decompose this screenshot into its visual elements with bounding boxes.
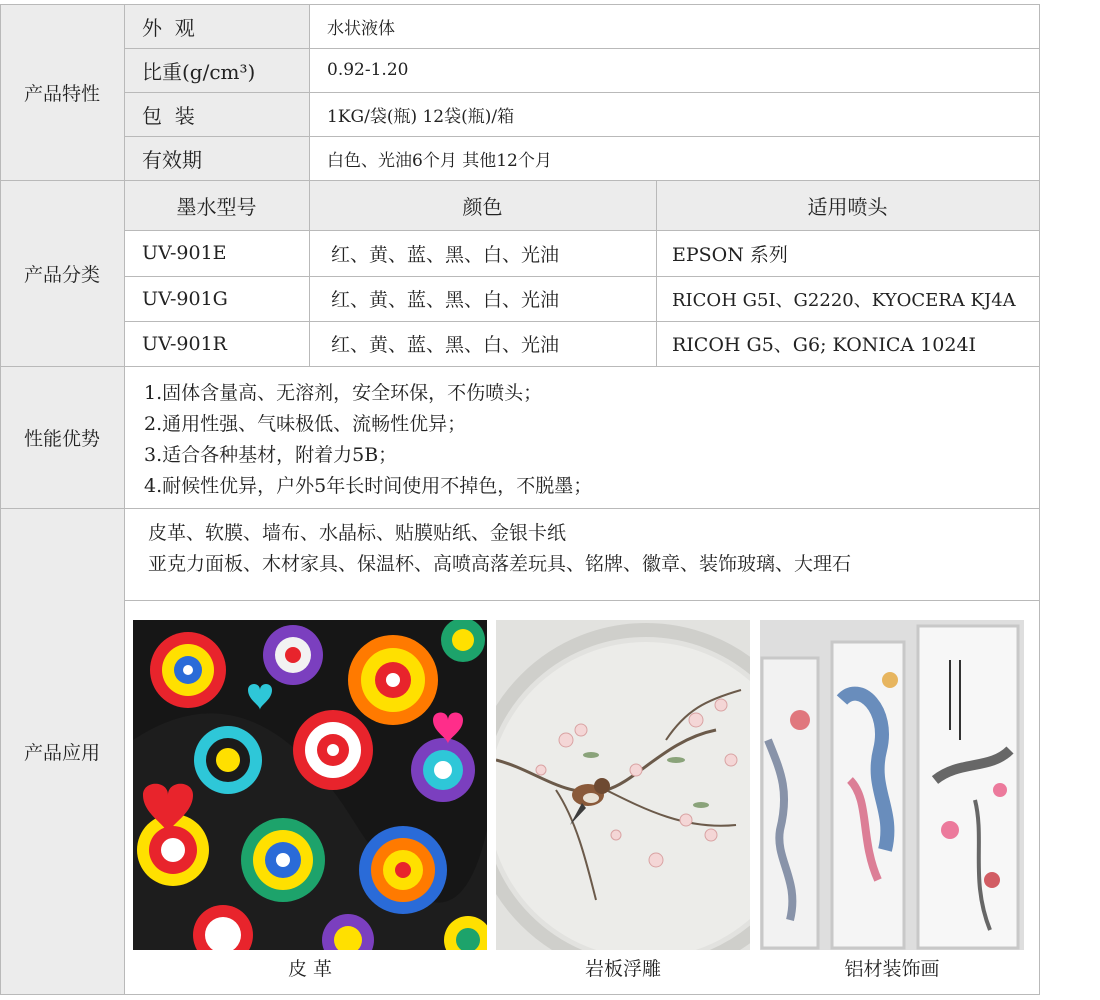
application-line: 亚克力面板、木材家具、保温杯、高喷高落差玩具、铭牌、徽章、装饰玻璃、大理石 <box>148 553 852 575</box>
advantage-item: 3.适合各种基材，附着力5B； <box>144 444 398 466</box>
caption-rock-slab: 岩板浮雕 <box>584 958 661 980</box>
table-cell-printhead: EPSON 系列 <box>672 243 788 266</box>
table-cell-printhead: RICOH G5、G6; KONICA 1024I <box>672 334 977 356</box>
advantage-item: 4.耐候性优异，户外5年长时间使用不掉色，不脱墨； <box>144 475 593 497</box>
table-cell-model: UV-901G <box>142 287 228 310</box>
rock-slab-relief-image <box>496 620 750 950</box>
advantage-item: 1.固体含量高、无溶剂，安全环保，不伤喷头； <box>144 382 543 404</box>
table-cell-printhead: RICOH G5I、G2220、KYOCERA KJ4A <box>672 289 1016 311</box>
header-ink-model: 墨水型号 <box>176 194 257 219</box>
property-label-density: 比重(g/cm³) <box>142 59 256 84</box>
application-line: 皮革、软膜、墙布、水晶标、贴膜贴纸、金银卡纸 <box>148 522 567 544</box>
section-properties-label: 产品特性 <box>23 82 100 105</box>
property-value-density: 0.92-1.20 <box>327 60 409 80</box>
property-value-shelf-life: 白色、光油6个月 其他12个月 <box>327 150 552 171</box>
advantages-list <box>144 378 1024 502</box>
table-cell-model: UV-901R <box>142 332 227 355</box>
table-cell-color: 红、黄、蓝、黑、白、光油 <box>331 334 560 356</box>
leather-sample-image <box>133 620 487 950</box>
table-cell-color: 红、黄、蓝、黑、白、光油 <box>331 289 560 311</box>
caption-aluminum-painting: 铝材装饰画 <box>844 958 940 980</box>
applications-list <box>148 518 1028 580</box>
header-color: 颜色 <box>462 194 503 219</box>
property-value-appearance: 水状液体 <box>327 18 395 39</box>
property-label-shelf-life: 有效期 <box>142 147 202 172</box>
section-applications-label: 产品应用 <box>23 741 100 764</box>
aluminum-decorative-painting-image <box>760 620 1024 950</box>
property-label-packaging: 包 装 <box>142 103 195 128</box>
advantage-item: 2.通用性强、气味极低、流畅性优异； <box>144 413 467 435</box>
caption-leather: 皮 革 <box>287 958 333 980</box>
section-advantages-label: 性能优势 <box>23 427 100 450</box>
table-cell-model: UV-901E <box>142 242 227 264</box>
table-cell-color: 红、黄、蓝、黑、白、光油 <box>331 243 560 266</box>
property-label-appearance: 外 观 <box>142 15 195 40</box>
header-printhead: 适用喷头 <box>807 194 888 219</box>
property-value-packaging: 1KG/袋(瓶) 12袋(瓶)/箱 <box>327 106 515 127</box>
section-classification-label: 产品分类 <box>23 263 100 286</box>
